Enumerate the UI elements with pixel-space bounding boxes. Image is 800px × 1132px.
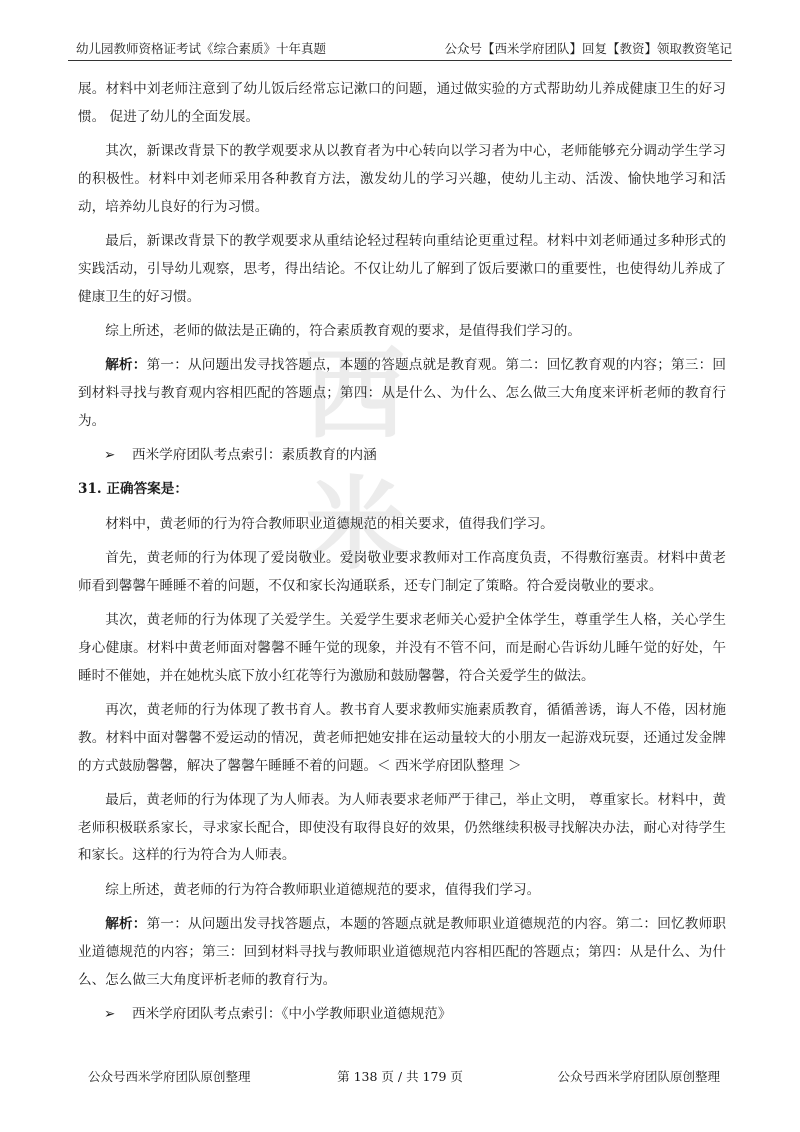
answer-conclusion: 综上所述，黄老师的行为符合教师职业道德规范的要求，值得我们学习。: [105, 881, 541, 898]
header-promo-text: 公众号【西米学府团队】回复【教资】领取教资笔记: [444, 41, 732, 56]
paragraph-continuation: 展。材料中刘老师注意到了幼儿饭后经常忘记漱口的问题，通过做实验的方式帮助幼儿养成健康卫生的好习惯。 促进了幼儿的全面发展。: [78, 81, 726, 125]
bullet-text: 西米学府团队考点索引：素质教育的内涵: [132, 447, 377, 464]
watermark-logo: 西米: [305, 336, 415, 583]
arrow-bullet-icon: ➢: [104, 1005, 116, 1022]
analysis-text: 第一：从问题出发寻找答题点，本题的答题点就是教育观。第二：回忆教育观的内容；第三：回到材料寻找与教育观内容相匹配的答题点；第四：从是什么、为什么、怎么做三大角度来评析老师的教育行为。: [78, 357, 727, 429]
arrow-bullet-icon: ➢: [104, 447, 116, 464]
footer-right-credit: 公众号西米学府团队原创整理: [557, 1069, 720, 1084]
answer-point-1: 首先，黄老师的行为体现了爱岗敬业。爱岗敬业要求教师对工作高度负责，不得敷衍塞责。材料中黄老师看到馨馨午睡睡不着的问题，不仅和家长沟通联系，还专门制定了策略。符合爱岗敬业的要求。: [78, 549, 726, 594]
analysis-text: 第一：从问题出发寻找答题点，本题的答题点就是教师职业道德规范的内容。第二：回忆教师职业道德规范的内容；第三：回到材料寻找与教师职业道德规范内容相匹配的答题点；第四：从是什么、为什么、怎么做三大角度评析老师的教育行为。: [78, 916, 727, 988]
analysis-paragraph-31: [78, 911, 726, 994]
header-book-title: 幼儿园教师资格证考试《综合素质》十年真题: [76, 41, 327, 56]
paragraph-conclusion: 综上所述，老师的做法是正确的，符合素质教育观的要求，是值得我们学习的。: [105, 322, 581, 339]
paragraph-third-point: 最后，新课改背景下的教学观要求从重结论轻过程转向重结论更重过程。材料中刘老师通过多种形式的实践活动，引导幼儿观察，思考，得出结论。不仅让幼儿了解到了饭后要漱口的重要性，也使得幼儿养成了健康卫生的好习惯。: [78, 232, 726, 305]
paragraph-second-point: 其次，新课改背景下的教学观要求从以教育者为中心转向以学习者为中心，老师能够充分调动学生学习的积极性。材料中刘老师采用各种教育方法，激发幼儿的学习兴趣，使幼儿主动、活泼、愉快地学习和活动，培养幼儿良好的行为习惯。: [78, 143, 726, 215]
document-body: [78, 76, 726, 1035]
page-footer: [68, 1067, 732, 1087]
footer-left-credit: 公众号西米学府团队原创整理: [88, 1069, 251, 1084]
bullet-index-31: [78, 1001, 726, 1029]
page-number: 第 138 页 / 共 179 页: [337, 1069, 463, 1084]
bullet-text: 西米学府团队考点索引：《中小学教师职业道德规范》: [132, 1005, 452, 1022]
page-header: [68, 38, 732, 61]
question-31-heading: 31. 正确答案是：: [78, 481, 188, 498]
analysis-label: 解析：: [105, 916, 147, 933]
bullet-index-30: [78, 442, 726, 470]
answer-point-2: 其次，黄老师的行为体现了关爱学生。关爱学生要求老师关心爱护全体学生，尊重学生人格，关心学生身心健康。材料中黄老师面对馨馨不睡午觉的现象，并没有不管不问，而是耐心告诉幼儿睡午觉的好处，午睡时不催她，并在她枕头底下放小红花等行为激励和鼓励馨馨，符合关爱学生的做法。: [78, 612, 726, 684]
answer-point-3: 再次，黄老师的行为体现了教书育人。教书育人要求教师实施素质教育，循循善诱，诲人不倦，因材施教。材料中面对馨馨不爱运动的情况，黄老师把她安排在运动量较大的小朋友一起游戏玩耍，还通过发金牌的方式鼓励馨馨，解决了馨馨午睡睡不着的问题。＜ 西米学府团队整理 ＞: [78, 701, 726, 774]
analysis-label: 解析：: [105, 357, 147, 374]
analysis-paragraph-30: [78, 352, 726, 435]
answer-point-4: 最后，黄老师的行为体现了为人师表。为人师表要求老师严于律己，举止文明， 尊重家长。材料中，黄老师积极联系家长，寻求家长配合，即使没有取得良好的效果，仍然继续积极寻找解决办法，耐心对待学生和家长。这样的行为符合为人师表。: [78, 791, 726, 864]
answer-intro: 材料中，黄老师的行为符合教师职业道德规范的相关要求，值得我们学习。: [105, 515, 554, 532]
